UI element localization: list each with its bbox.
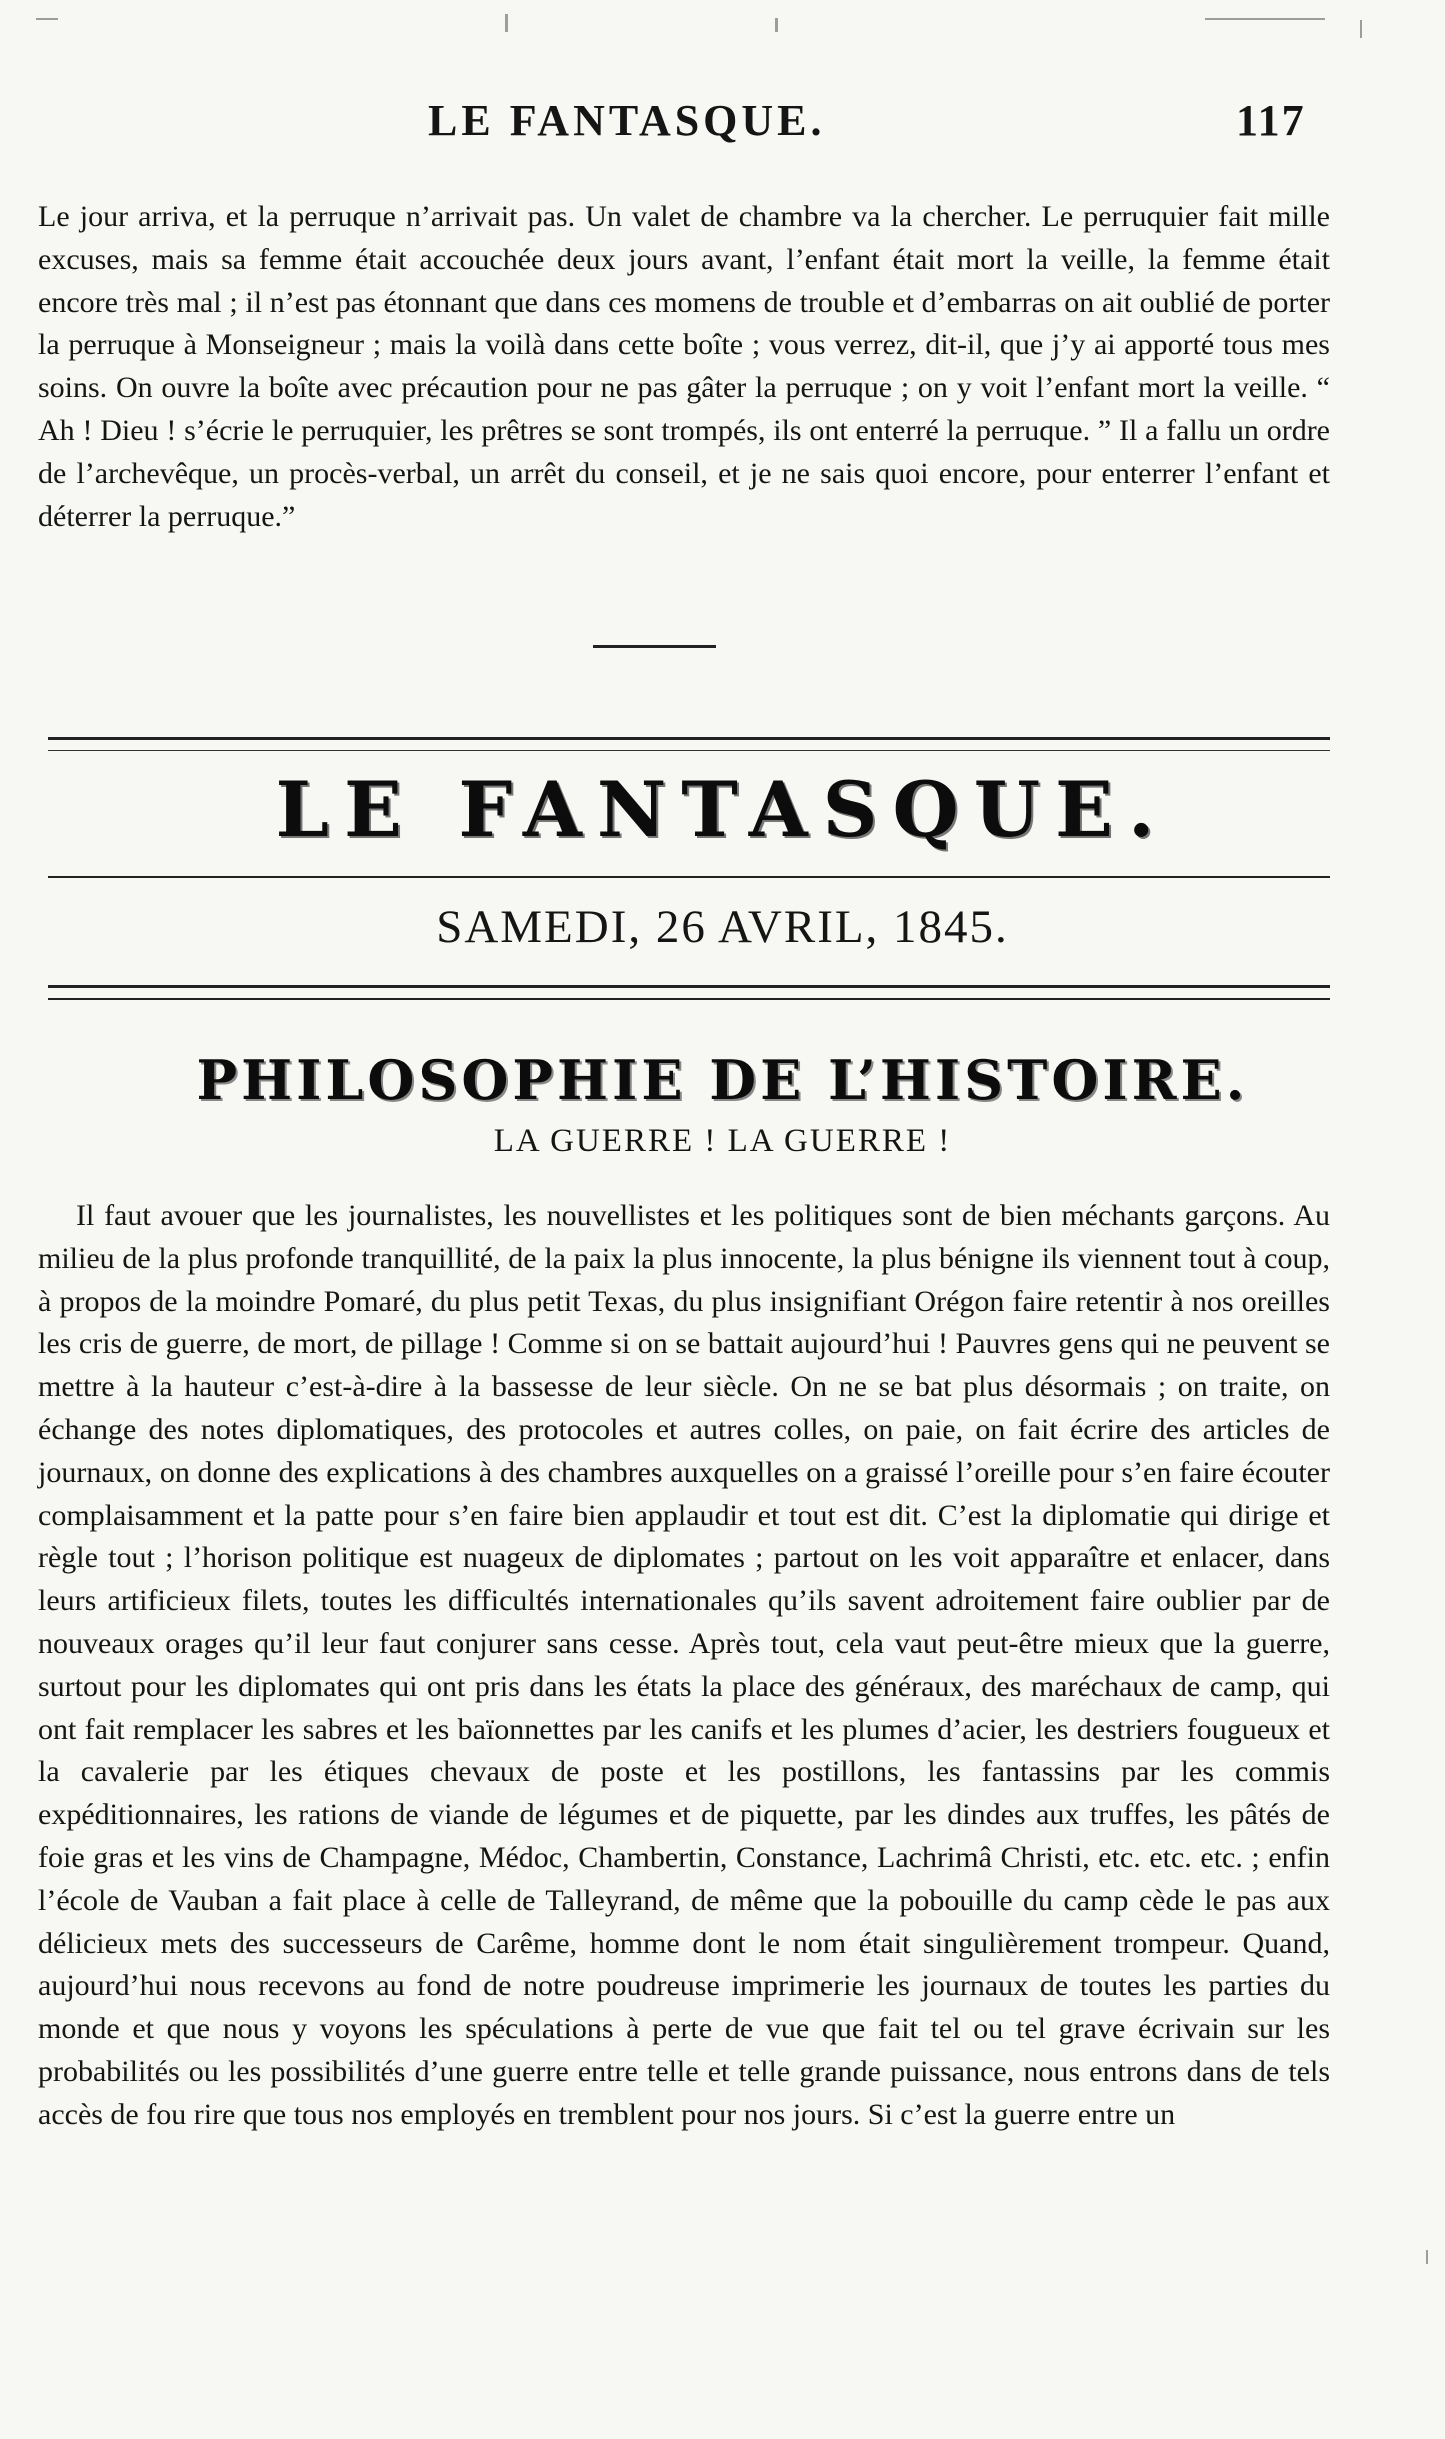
- article-subtitle: LA GUERRE ! LA GUERRE !: [493, 1123, 952, 1159]
- masthead-top-rule: [48, 737, 1330, 751]
- article-body: [38, 1195, 1330, 2137]
- previous-article-paragraph: Le jour arriva, et la perruque n’arrivait pas. Un valet de chambre va la chercher. Le perruquier fait mille excuses, mais sa femme était accouchée deux jours avant, l’enfant était mort la veille, la femme était encore très mal ; il n’est pas étonnant que dans ces momens de trouble et d’embarras on ait oublié de porter la perruque à Monseigneur ; mais la voilà dans cette boîte ; vous verrez, dit-il, que j’y ai apporté tous mes soins. On ouvre la boîte avec précaution pour ne pas gâter la perruque ; on y voit l’enfant mort la veille. “ Ah ! Dieu ! s’écrie le perruquier, les prêtres se sont trompés, ils ont enterré la perruque. ” Il a fallu un ordre de l’archevêque, un procès-verbal, un arrêt du conseil, et je ne sais quoi encore, pour enterrer l’enfant et déterrer la perruque.”: [38, 200, 1330, 533]
- previous-article-text: [38, 196, 1330, 538]
- article-paragraph: Il faut avouer que les journalistes, les nouvellistes et les politiques sont de bien méchants garçons. Au milieu de la plus profonde tranquillité, de la paix la plus innocente, la plus bénigne ils viennent tout à coup, à propos de la moindre Pomaré, du plus petit Texas, du plus insignifiant Orégon faire retentir à nos oreilles les cris de guerre, de mort, de pillage ! Comme si on se battait aujourd’hui ! Pauvres gens qui ne peuvent se mettre à la hauteur c’est-à-dire à la bassesse de leur siècle. On ne se bat plus désormais ; on traite, on échange des notes diplomatiques, des protocoles et autres colles, on paie, on fait écrire des articles de journaux, on donne des explications à des chambres auxquelles on a graissé l’oreille pour s’en faire écouter complaisamment et la patte pour s’en faire bien applaudir et tout est dit. C’est la diplomatie qui dirige et règle tout ; l’horison politique est nuageux de diplomates ; partout on les voit apparaître et enlacer, dans leurs artificieux filets, toutes les difficultés internationales qu’ils savent adroitement faire oublier par de nouveaux orages qu’il leur faut conjurer sans cesse. Après tout, cela vaut peut-être mieux que la guerre, surtout pour les diplomates qui ont pris dans les états la place des généraux, des maréchaux de camp, qui ont fait remplacer les sabres et les baïonnettes par les canifs et les plumes d’acier, les destriers fougueux et la cavalerie par les étiques chevaux de poste et les postillons, les fantassins par les commis expéditionnaires, les rations de viande de légumes et de piquette, par les dindes aux truffes, les pâtés de foie gras et les vins de Champagne, Médoc, Chambertin, Constance, Lachrimâ Christi, etc. etc. etc. ; enfin l’école de Vauban a fait place à celle de Talleyrand, de même que la pobouille du camp cède le pas aux délicieux mets des successeurs de Carême, homme dont le nom était singulièrement trompeur. Quand, aujourd’hui nous recevons au fond de notre poudreuse imprimerie les journaux de toutes les parties du monde et que nous y voyons les spéculations à perte de vue que fait tel ou tel grave écrivain sur les probabilités ou les possibilités d’une guerre entre telle et telle grande puissance, nous entrons dans de tels accès de fou rire que tous nos employés en tremblent pour nos jours. Si c’est la guerre entre un: [38, 1199, 1330, 2131]
- scan-speck: [1426, 2250, 1428, 2264]
- article-title: PHILOSOPHIE DE L’HISTOIRE.: [196, 1048, 1249, 1112]
- masthead-middle-rule: [48, 876, 1330, 878]
- scan-speck: [505, 14, 508, 32]
- masthead-bottom-rule: [48, 985, 1330, 1000]
- scan-speck: [1360, 20, 1362, 38]
- masthead-title: LE FANTASQUE.: [275, 765, 1170, 854]
- page-number: 117: [1236, 96, 1306, 145]
- scan-speck: [36, 18, 58, 20]
- scan-speck: [775, 18, 778, 32]
- scan-speck: [1205, 18, 1325, 20]
- running-header: [0, 95, 1445, 145]
- running-title: LE FANTASQUE.: [428, 96, 826, 145]
- short-divider: [593, 645, 716, 648]
- issue-date: SAMEDI, 26 AVRIL, 1845.: [436, 901, 1009, 953]
